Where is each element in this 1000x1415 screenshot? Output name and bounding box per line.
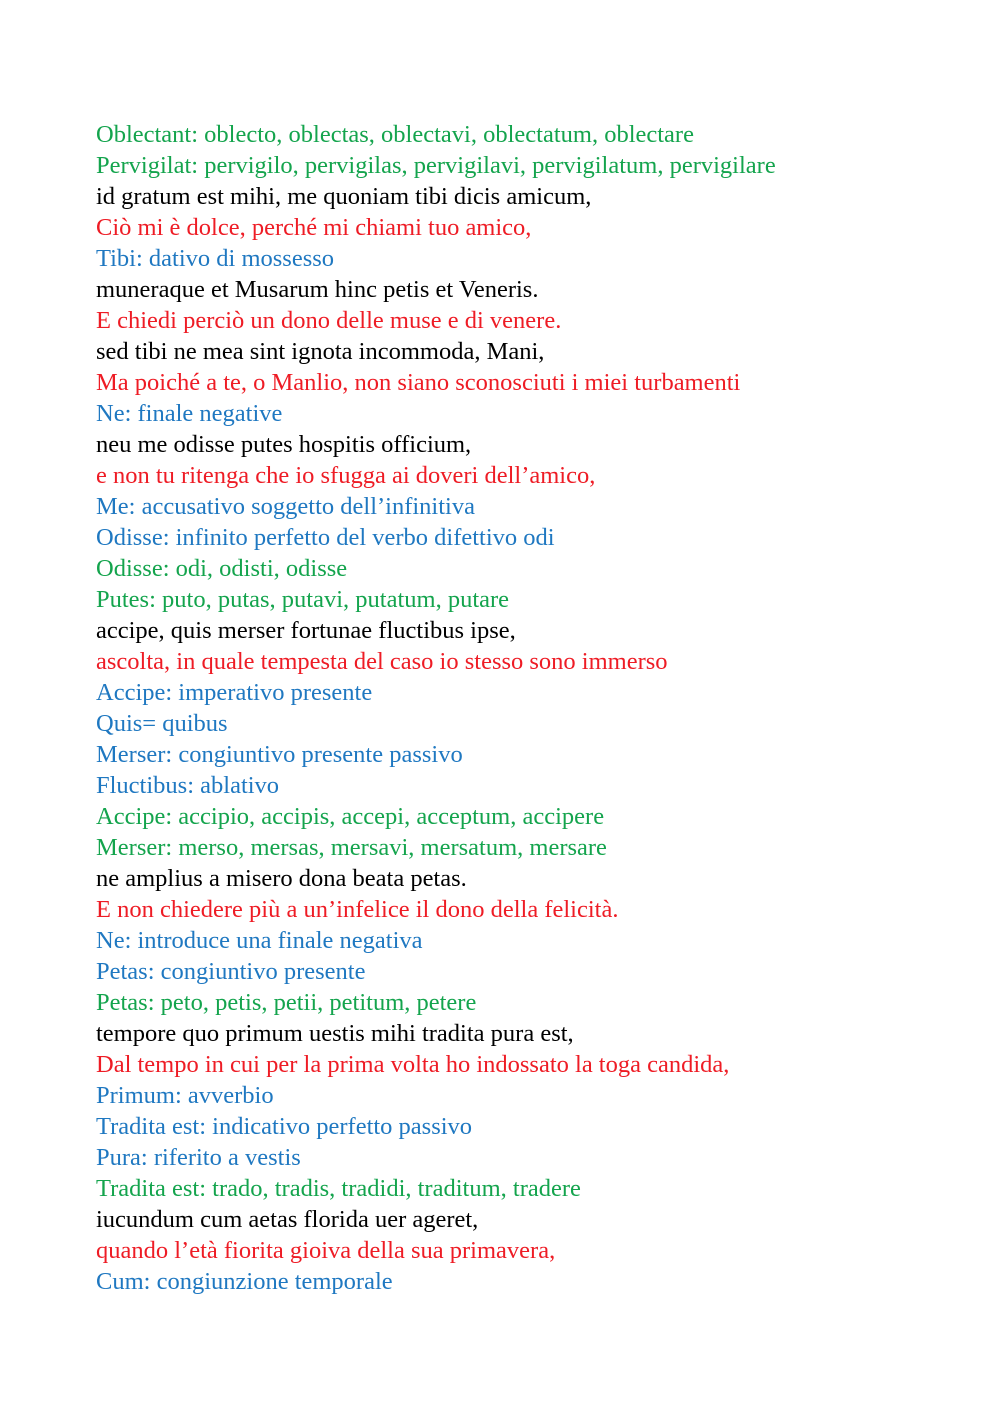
verb-paradigm-line: Oblectant: oblecto, oblectas, oblectavi, oblectatum, oblectare xyxy=(96,121,694,148)
verb-paradigm-line: Pervigilat: pervigilo, pervigilas, pervigilavi, pervigilatum, pervigilare xyxy=(96,152,776,179)
italian-translation-line: e non tu ritenga che io sfugga ai doveri dell’amico, xyxy=(96,462,596,489)
grammar-note-line: Tibi: dativo di mossesso xyxy=(96,245,335,272)
grammar-note-line: Cum: congiunzione temporale xyxy=(96,1268,393,1295)
grammar-note-line: Tradita est: indicativo perfetto passivo xyxy=(96,1113,473,1140)
grammar-note-line: Fluctibus: ablativo xyxy=(96,772,280,799)
italian-translation-line: E chiedi perciò un dono delle muse e di venere. xyxy=(96,307,562,334)
latin-verse-line: accipe, quis merser fortunae fluctibus ipse, xyxy=(96,617,516,644)
grammar-note-line: Me: accusativo soggetto dell’infinitiva xyxy=(96,493,475,520)
grammar-note-line: Petas: congiuntivo presente xyxy=(96,958,366,985)
grammar-note-line: Merser: congiuntivo presente passivo xyxy=(96,741,463,768)
latin-verse-line: neu me odisse putes hospitis officium, xyxy=(96,431,472,458)
verb-paradigm-line: Merser: merso, mersas, mersavi, mersatum, mersare xyxy=(96,834,607,861)
grammar-note-line: Accipe: imperativo presente xyxy=(96,679,373,706)
verb-paradigm-line: Accipe: accipio, accipis, accepi, acceptum, accipere xyxy=(96,803,605,830)
verb-paradigm-line: Putes: puto, putas, putavi, putatum, putare xyxy=(96,586,510,613)
latin-verse-line: muneraque et Musarum hinc petis et Veneris. xyxy=(96,276,539,303)
verb-paradigm-line: Odisse: odi, odisti, odisse xyxy=(96,555,348,582)
latin-verse-line: ne amplius a misero dona beata petas. xyxy=(96,865,467,892)
latin-verse-line: tempore quo primum uestis mihi tradita pura est, xyxy=(96,1020,574,1047)
italian-translation-line: Ciò mi è dolce, perché mi chiami tuo amico, xyxy=(96,214,532,241)
grammar-note-line: Quis= quibus xyxy=(96,710,228,737)
grammar-note-line: Pura: riferito a vestis xyxy=(96,1144,301,1171)
latin-verse-line: iucundum cum aetas florida uer ageret, xyxy=(96,1206,479,1233)
grammar-note-line: Odisse: infinito perfetto del verbo difettivo odi xyxy=(96,524,555,551)
grammar-note-line: Ne: introduce una finale negativa xyxy=(96,927,423,954)
italian-translation-line: quando l’età fiorita gioiva della sua primavera, xyxy=(96,1237,556,1264)
italian-translation-line: E non chiedere più a un’infelice il dono della felicità. xyxy=(96,896,619,923)
grammar-note-line: Primum: avverbio xyxy=(96,1082,274,1109)
latin-verse-line: id gratum est mihi, me quoniam tibi dicis amicum, xyxy=(96,183,592,210)
verb-paradigm-line: Tradita est: trado, tradis, tradidi, traditum, tradere xyxy=(96,1175,581,1202)
italian-translation-line: Ma poiché a te, o Manlio, non siano sconosciuti i miei turbamenti xyxy=(96,369,741,396)
italian-translation-line: ascolta, in quale tempesta del caso io stesso sono immerso xyxy=(96,648,668,675)
latin-verse-line: sed tibi ne mea sint ignota incommoda, Mani, xyxy=(96,338,545,365)
text-lines xyxy=(96,119,776,1297)
verb-paradigm-line: Petas: peto, petis, petii, petitum, petere xyxy=(96,989,477,1016)
italian-translation-line: Dal tempo in cui per la prima volta ho indossato la toga candida, xyxy=(96,1051,730,1078)
grammar-note-line: Ne: finale negative xyxy=(96,400,283,427)
